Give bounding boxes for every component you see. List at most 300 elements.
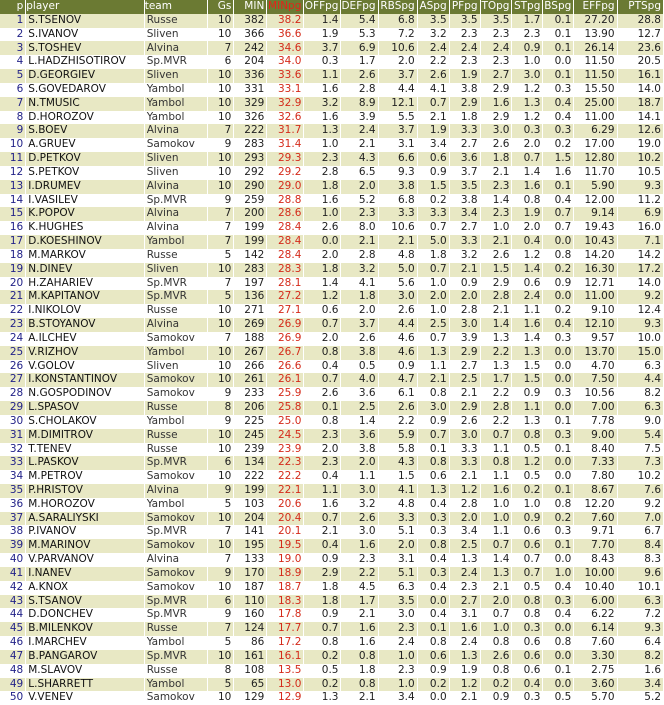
cell-pfpg: 2.9	[449, 401, 480, 415]
cell-team: Yambol	[144, 346, 207, 360]
cell-gs: 10	[207, 152, 234, 166]
cell-rbspg: 2.0	[378, 539, 417, 553]
cell-topg: 2.0	[480, 595, 512, 609]
cell-gs: 10	[207, 166, 234, 180]
cell-player[interactable]: D.HOROZOV	[26, 111, 144, 125]
cell-team: Sp.MVR	[144, 456, 207, 470]
table-row	[0, 235, 664, 249]
cell-team: Sliven	[144, 166, 207, 180]
cell-bspg: 0.4	[543, 194, 574, 208]
cell-bspg: 0.4	[543, 97, 574, 111]
cell-minpg: 27.2	[267, 290, 304, 304]
cell-min: 86	[234, 636, 267, 650]
cell-pfpg: 2.1	[449, 691, 480, 705]
cell-player[interactable]: M.SLAVOV	[26, 664, 144, 678]
cell-topg: 1.3	[480, 360, 512, 374]
cell-gs: 9	[207, 138, 234, 152]
cell-minpg: 33.1	[267, 83, 304, 97]
cell-player[interactable]: D.GEORGIEV	[26, 69, 144, 83]
cell-min: 200	[234, 207, 267, 221]
cell-player[interactable]: K.HUGHES	[26, 221, 144, 235]
cell-topg: 2.8	[480, 401, 512, 415]
cell-team: Yambol	[144, 83, 207, 97]
cell-topg: 1.3	[480, 332, 512, 346]
cell-player[interactable]: S.TSANOV	[26, 595, 144, 609]
cell-aspg: 2.0	[417, 290, 449, 304]
cell-player[interactable]: I.KONSTANTINOV	[26, 373, 144, 387]
cell-offpg: 1.8	[304, 595, 341, 609]
cell-player[interactable]: P.HRISTOV	[26, 484, 144, 498]
cell-player[interactable]: N.DINEV	[26, 263, 144, 277]
cell-min: 283	[234, 263, 267, 277]
cell-min: 142	[234, 249, 267, 263]
cell-bspg: 0.0	[543, 360, 574, 374]
column-header-rank[interactable]: p	[0, 0, 26, 14]
cell-stpg: 0.6	[512, 650, 543, 664]
cell-defpg: 1.6	[341, 636, 378, 650]
cell-stpg: 1.6	[512, 180, 543, 194]
cell-pfpg: 2.7	[449, 595, 480, 609]
cell-effpg: 10.00	[574, 567, 617, 581]
cell-ptspg: 10.2	[617, 470, 663, 484]
cell-pfpg: 2.0	[449, 290, 480, 304]
cell-rbspg: 4.4	[378, 83, 417, 97]
column-header-offpg[interactable]: OFFpg	[304, 0, 341, 14]
cell-player[interactable]: D.DONCHEV	[26, 608, 144, 622]
cell-topg: 2.9	[480, 83, 512, 97]
cell-player[interactable]: I.MARCHEV	[26, 636, 144, 650]
cell-rbspg: 3.8	[378, 180, 417, 194]
cell-pfpg: 1.3	[449, 650, 480, 664]
cell-player[interactable]: S.IVANOV	[26, 28, 144, 42]
cell-ptspg: 6.3	[617, 595, 663, 609]
cell-minpg: 29.0	[267, 180, 304, 194]
cell-player[interactable]: A.ILCHEV	[26, 332, 144, 346]
cell-ptspg: 9.3	[617, 318, 663, 332]
column-header-player[interactable]: player	[26, 0, 144, 14]
cell-minpg: 22.1	[267, 484, 304, 498]
cell-ptspg: 3.4	[617, 678, 663, 692]
cell-min: 233	[234, 387, 267, 401]
cell-gs: 9	[207, 567, 234, 581]
cell-min: 197	[234, 277, 267, 291]
cell-gs: 9	[207, 484, 234, 498]
cell-defpg: 1.8	[341, 290, 378, 304]
cell-player[interactable]: I.VASILEV	[26, 194, 144, 208]
cell-pfpg: 1.6	[449, 622, 480, 636]
cell-stpg: 2.3	[512, 28, 543, 42]
cell-bspg: 0.1	[543, 664, 574, 678]
cell-ptspg: 10.1	[617, 581, 663, 595]
cell-topg: 2.2	[480, 387, 512, 401]
cell-rbspg: 5.6	[378, 277, 417, 291]
cell-player[interactable]: S.TOSHEV	[26, 41, 144, 55]
cell-defpg: 0.8	[341, 650, 378, 664]
column-header-min[interactable]: MIN	[234, 0, 267, 14]
cell-aspg: 0.3	[417, 512, 449, 526]
cell-aspg: 3.5	[417, 14, 449, 28]
cell-aspg: 0.4	[417, 608, 449, 622]
cell-gs: 9	[207, 608, 234, 622]
cell-gs: 10	[207, 691, 234, 705]
cell-effpg: 8.67	[574, 484, 617, 498]
table-row	[0, 41, 664, 55]
cell-aspg: 0.4	[417, 581, 449, 595]
cell-pfpg: 1.9	[449, 664, 480, 678]
cell-player[interactable]: D.KOESHINOV	[26, 235, 144, 249]
cell-bspg: 0.4	[543, 111, 574, 125]
cell-rank: 28	[0, 387, 26, 401]
cell-stpg: 0.9	[512, 41, 543, 55]
cell-topg: 1.4	[480, 194, 512, 208]
cell-player[interactable]: V.GOLOV	[26, 360, 144, 374]
cell-stpg: 0.8	[512, 429, 543, 443]
cell-defpg: 1.6	[341, 622, 378, 636]
cell-player[interactable]: V.RIZHOV	[26, 346, 144, 360]
cell-min: 267	[234, 346, 267, 360]
cell-aspg: 4.1	[417, 83, 449, 97]
cell-player[interactable]: M.MARINOV	[26, 539, 144, 553]
cell-rank: 25	[0, 346, 26, 360]
cell-rank: 20	[0, 277, 26, 291]
cell-player[interactable]: N.TMUSIC	[26, 97, 144, 111]
cell-min: 329	[234, 97, 267, 111]
cell-bspg: 0.3	[543, 429, 574, 443]
cell-player[interactable]: P.IVANOV	[26, 525, 144, 539]
cell-offpg: 0.3	[304, 55, 341, 69]
cell-topg: 1.8	[480, 152, 512, 166]
cell-min: 331	[234, 83, 267, 97]
table-row	[0, 650, 664, 664]
cell-rank: 46	[0, 636, 26, 650]
cell-bspg: 1.0	[543, 567, 574, 581]
cell-offpg: 0.1	[304, 401, 341, 415]
table-row	[0, 470, 664, 484]
cell-rank: 11	[0, 152, 26, 166]
table-row	[0, 152, 664, 166]
cell-player[interactable]: B.STOYANOV	[26, 318, 144, 332]
cell-player[interactable]: I.NANEV	[26, 567, 144, 581]
cell-player[interactable]: B.MILENKOV	[26, 622, 144, 636]
cell-stpg: 0.3	[512, 691, 543, 705]
column-header-bspg[interactable]: BSpg	[543, 0, 574, 14]
cell-gs: 10	[207, 83, 234, 97]
cell-team: Sliven	[144, 360, 207, 374]
cell-bspg: 0.3	[543, 595, 574, 609]
cell-stpg: 0.7	[512, 567, 543, 581]
column-header-topg[interactable]: TOpg	[480, 0, 512, 14]
cell-player[interactable]: L.PASKOV	[26, 456, 144, 470]
cell-gs: 10	[207, 470, 234, 484]
cell-gs: 10	[207, 304, 234, 318]
cell-player[interactable]: D.PETKOV	[26, 152, 144, 166]
cell-aspg: 0.9	[417, 415, 449, 429]
cell-gs: 9	[207, 387, 234, 401]
cell-player[interactable]: A.KNOX	[26, 581, 144, 595]
cell-rank: 22	[0, 304, 26, 318]
column-header-pfpg[interactable]: PFpg	[449, 0, 480, 14]
cell-rbspg: 5.1	[378, 525, 417, 539]
cell-pfpg: 2.1	[449, 263, 480, 277]
cell-player[interactable]: I.DRUMEV	[26, 180, 144, 194]
table-row	[0, 180, 664, 194]
cell-min: 108	[234, 664, 267, 678]
cell-gs: 10	[207, 97, 234, 111]
cell-minpg: 17.7	[267, 622, 304, 636]
cell-bspg: 0.8	[543, 498, 574, 512]
cell-effpg: 11.00	[574, 111, 617, 125]
column-header-gs[interactable]: Gs	[207, 0, 234, 14]
cell-bspg: 0.9	[543, 277, 574, 291]
cell-pfpg: 3.1	[449, 608, 480, 622]
cell-bspg: 0.8	[543, 249, 574, 263]
cell-player[interactable]: S.BOEV	[26, 124, 144, 138]
cell-bspg: 0.0	[543, 553, 574, 567]
cell-rbspg: 3.1	[378, 553, 417, 567]
cell-gs: 10	[207, 650, 234, 664]
cell-player[interactable]: M.MARKOV	[26, 249, 144, 263]
cell-player[interactable]: K.POPOV	[26, 207, 144, 221]
cell-topg: 2.3	[480, 180, 512, 194]
cell-player[interactable]: T.TENEV	[26, 443, 144, 457]
cell-stpg: 0.6	[512, 664, 543, 678]
cell-rank: 21	[0, 290, 26, 304]
cell-team: Alvina	[144, 221, 207, 235]
cell-effpg: 12.20	[574, 498, 617, 512]
cell-team: Sliven	[144, 152, 207, 166]
cell-player[interactable]: S.PETKOV	[26, 166, 144, 180]
cell-pfpg: 2.4	[449, 41, 480, 55]
column-header-effpg[interactable]: EFFpg	[574, 0, 617, 14]
cell-topg: 1.4	[480, 553, 512, 567]
cell-pfpg: 2.7	[449, 138, 480, 152]
cell-effpg: 4.70	[574, 360, 617, 374]
cell-topg: 2.6	[480, 650, 512, 664]
cell-topg: 0.8	[480, 636, 512, 650]
cell-defpg: 3.7	[341, 318, 378, 332]
cell-minpg: 22.3	[267, 456, 304, 470]
cell-gs: 10	[207, 539, 234, 553]
cell-pfpg: 2.5	[449, 373, 480, 387]
cell-defpg: 5.3	[341, 28, 378, 42]
cell-gs: 7	[207, 553, 234, 567]
cell-player[interactable]: M.DIMITROV	[26, 429, 144, 443]
cell-aspg: 0.0	[417, 691, 449, 705]
table-row	[0, 318, 664, 332]
cell-stpg: 0.5	[512, 443, 543, 457]
column-header-minpg[interactable]: MINpg	[267, 0, 304, 14]
cell-player[interactable]: M.HOROZOV	[26, 498, 144, 512]
cell-minpg: 13.0	[267, 678, 304, 692]
cell-offpg: 2.0	[304, 249, 341, 263]
column-header-rbspg[interactable]: RBSpg	[378, 0, 417, 14]
cell-rank: 6	[0, 83, 26, 97]
column-header-team[interactable]: team	[144, 0, 207, 14]
cell-defpg: 2.8	[341, 249, 378, 263]
cell-defpg: 4.0	[341, 373, 378, 387]
cell-defpg: 3.0	[341, 525, 378, 539]
cell-gs: 5	[207, 498, 234, 512]
cell-minpg: 28.4	[267, 235, 304, 249]
cell-player[interactable]: A.GRUEV	[26, 138, 144, 152]
cell-rbspg: 4.1	[378, 484, 417, 498]
cell-player[interactable]: M.KAPITANOV	[26, 290, 144, 304]
cell-rbspg: 5.8	[378, 443, 417, 457]
cell-minpg: 28.4	[267, 221, 304, 235]
cell-player[interactable]: S.TSENOV	[26, 14, 144, 28]
cell-player[interactable]: B.PANGAROV	[26, 650, 144, 664]
cell-minpg: 34.6	[267, 41, 304, 55]
cell-stpg: 0.8	[512, 608, 543, 622]
cell-aspg: 2.4	[417, 41, 449, 55]
cell-rank: 17	[0, 235, 26, 249]
cell-aspg: 1.8	[417, 249, 449, 263]
cell-pfpg: 1.2	[449, 484, 480, 498]
cell-ptspg: 9.3	[617, 180, 663, 194]
cell-offpg: 0.4	[304, 539, 341, 553]
cell-aspg: 0.3	[417, 567, 449, 581]
cell-rbspg: 2.6	[378, 304, 417, 318]
cell-team: Alvina	[144, 180, 207, 194]
cell-stpg: 1.2	[512, 111, 543, 125]
cell-min: 124	[234, 622, 267, 636]
cell-min: 204	[234, 512, 267, 526]
cell-offpg: 2.3	[304, 429, 341, 443]
cell-ptspg: 10.0	[617, 332, 663, 346]
cell-min: 65	[234, 678, 267, 692]
column-header-stpg[interactable]: STpg	[512, 0, 543, 14]
cell-offpg: 2.9	[304, 567, 341, 581]
cell-minpg: 13.5	[267, 664, 304, 678]
cell-min: 204	[234, 55, 267, 69]
cell-pfpg: 2.4	[449, 567, 480, 581]
cell-player[interactable]: M.PETROV	[26, 470, 144, 484]
cell-topg: 2.3	[480, 28, 512, 42]
table-row	[0, 138, 664, 152]
cell-rank: 24	[0, 332, 26, 346]
cell-defpg: 3.9	[341, 111, 378, 125]
cell-player[interactable]: L.HADZHISOTIROV	[26, 55, 144, 69]
table-row	[0, 595, 664, 609]
cell-defpg: 2.5	[341, 401, 378, 415]
cell-pfpg: 3.5	[449, 180, 480, 194]
table-row	[0, 277, 664, 291]
cell-bspg: 0.0	[543, 470, 574, 484]
cell-effpg: 6.22	[574, 608, 617, 622]
cell-player[interactable]: L.SPASOV	[26, 401, 144, 415]
cell-ptspg: 6.4	[617, 636, 663, 650]
cell-effpg: 10.43	[574, 235, 617, 249]
cell-minpg: 32.9	[267, 97, 304, 111]
cell-topg: 2.1	[480, 166, 512, 180]
cell-stpg: 1.3	[512, 346, 543, 360]
cell-offpg: 0.7	[304, 373, 341, 387]
cell-offpg: 0.5	[304, 664, 341, 678]
table-row	[0, 567, 664, 581]
cell-rank: 3	[0, 41, 26, 55]
cell-defpg: 2.6	[341, 512, 378, 526]
cell-topg: 2.1	[480, 581, 512, 595]
cell-ptspg: 8.4	[617, 539, 663, 553]
cell-min: 225	[234, 415, 267, 429]
cell-min: 326	[234, 111, 267, 125]
cell-topg: 2.6	[480, 249, 512, 263]
cell-gs: 7	[207, 332, 234, 346]
table-row	[0, 55, 664, 69]
cell-rank: 30	[0, 415, 26, 429]
cell-offpg: 3.7	[304, 41, 341, 55]
cell-minpg: 24.5	[267, 429, 304, 443]
cell-aspg: 0.0	[417, 595, 449, 609]
column-header-aspg[interactable]: ASpg	[417, 0, 449, 14]
cell-ptspg: 8.3	[617, 553, 663, 567]
cell-effpg: 3.60	[574, 678, 617, 692]
cell-player[interactable]: H.ZAHARIEV	[26, 277, 144, 291]
cell-player[interactable]: N.GOSPODINOV	[26, 387, 144, 401]
cell-bspg: 0.0	[543, 456, 574, 470]
cell-player[interactable]: S.CHOLAKOV	[26, 415, 144, 429]
column-header-defpg[interactable]: DEFpg	[341, 0, 378, 14]
cell-rank: 34	[0, 470, 26, 484]
cell-aspg: 2.6	[417, 69, 449, 83]
cell-effpg: 8.43	[574, 553, 617, 567]
cell-rbspg: 12.1	[378, 97, 417, 111]
cell-defpg: 3.6	[341, 387, 378, 401]
column-header-ptspg[interactable]: PTSpg	[617, 0, 663, 14]
cell-ptspg: 12.7	[617, 28, 663, 42]
cell-ptspg: 5.4	[617, 429, 663, 443]
cell-player[interactable]: A.SARALIYSKI	[26, 512, 144, 526]
cell-minpg: 17.8	[267, 608, 304, 622]
table-row	[0, 360, 664, 374]
cell-minpg: 20.4	[267, 512, 304, 526]
cell-offpg: 0.7	[304, 622, 341, 636]
cell-offpg: 1.8	[304, 263, 341, 277]
cell-gs: 10	[207, 581, 234, 595]
cell-team: Samokov	[144, 470, 207, 484]
table-row	[0, 166, 664, 180]
cell-player[interactable]: L.SHARRETT	[26, 678, 144, 692]
cell-team: Russe	[144, 14, 207, 28]
cell-rank: 27	[0, 373, 26, 387]
cell-effpg: 10.56	[574, 387, 617, 401]
cell-min: 206	[234, 401, 267, 415]
cell-minpg: 28.1	[267, 277, 304, 291]
cell-player[interactable]: S.GOVEDAROV	[26, 83, 144, 97]
cell-rbspg: 2.2	[378, 415, 417, 429]
cell-effpg: 7.60	[574, 512, 617, 526]
cell-player[interactable]: I.NIKOLOV	[26, 304, 144, 318]
table-row	[0, 636, 664, 650]
cell-effpg: 25.00	[574, 97, 617, 111]
cell-min: 170	[234, 567, 267, 581]
cell-player[interactable]: V.VENEV	[26, 691, 144, 705]
cell-stpg: 0.9	[512, 512, 543, 526]
cell-topg: 1.0	[480, 622, 512, 636]
cell-player[interactable]: V.PARVANOV	[26, 553, 144, 567]
cell-rbspg: 5.9	[378, 429, 417, 443]
cell-topg: 1.4	[480, 318, 512, 332]
cell-defpg: 2.6	[341, 69, 378, 83]
cell-pfpg: 3.0	[449, 429, 480, 443]
cell-offpg: 2.0	[304, 332, 341, 346]
cell-min: 242	[234, 41, 267, 55]
cell-aspg: 0.2	[417, 678, 449, 692]
cell-bspg: 0.0	[543, 346, 574, 360]
cell-ptspg: 16.0	[617, 221, 663, 235]
cell-rank: 41	[0, 567, 26, 581]
cell-team: Samokov	[144, 691, 207, 705]
